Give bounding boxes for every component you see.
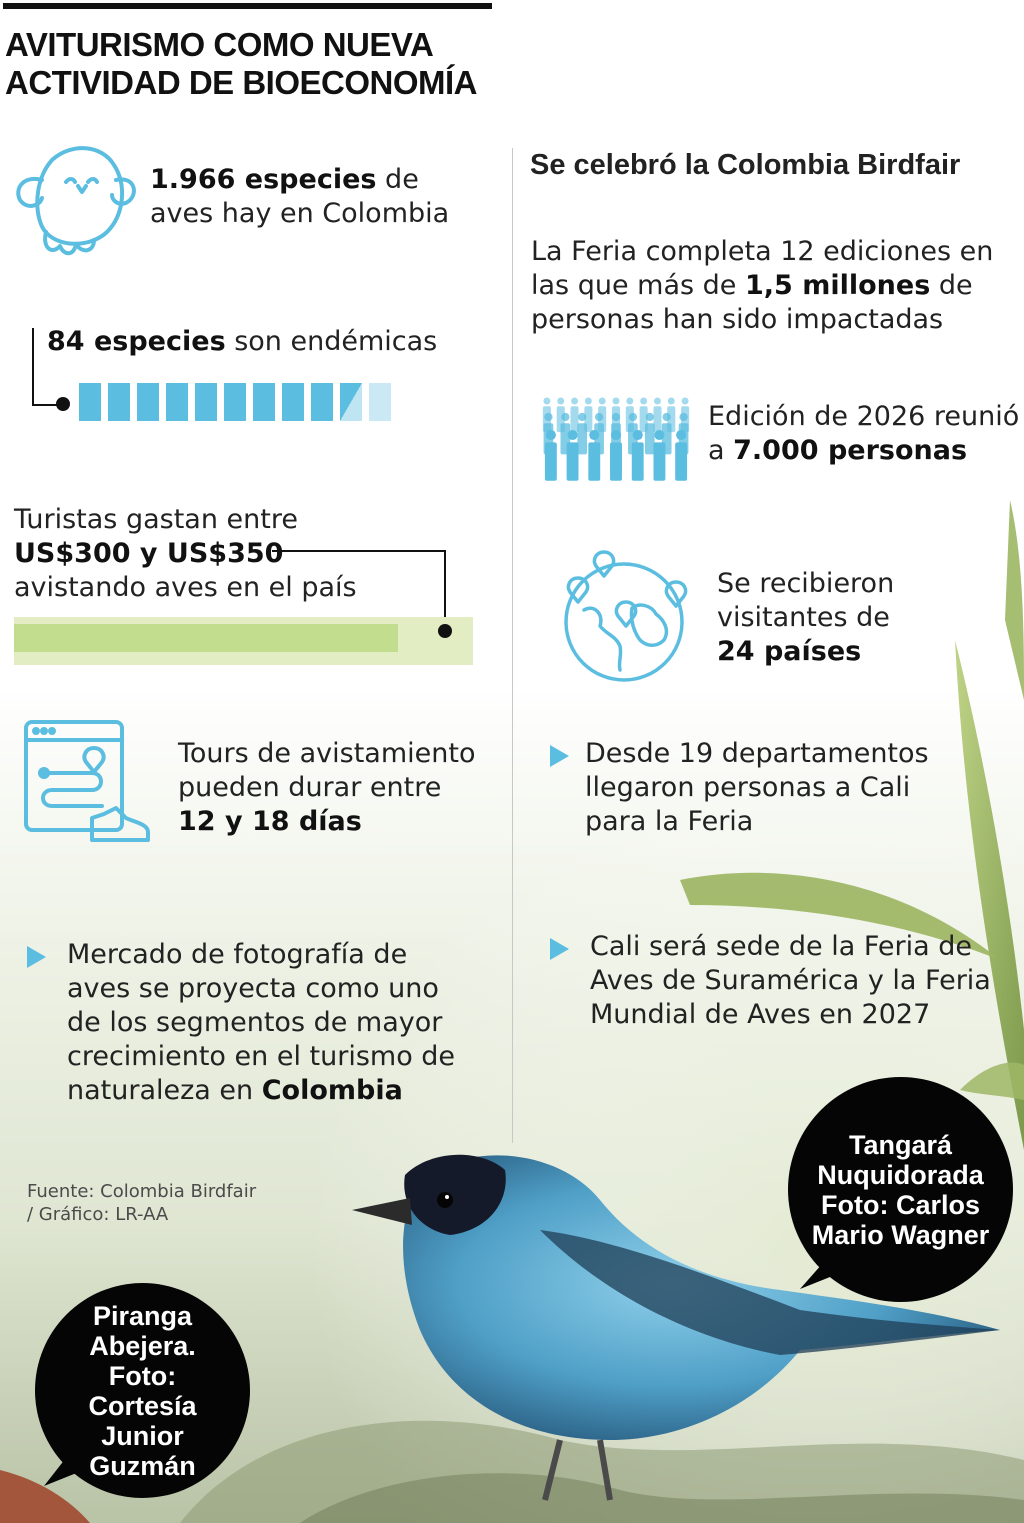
cali-host-fairs: Cali será sede de la Feria de Aves de Suramérica y la Feria Mundial de Aves en 2027 (590, 931, 991, 1030)
tour-duration: Tours de avistamiento pueden durar entre 12 y 18 días (178, 738, 476, 837)
tourist-spend: Turistas gastan entre US$300 y US$350 avistando aves en el país (14, 504, 357, 603)
bullet-arrow-icon (550, 938, 569, 960)
person-figure (653, 430, 665, 481)
person-figure (645, 413, 655, 455)
endemic-bar (195, 383, 217, 421)
person-figure (577, 413, 587, 455)
endemic-bar (166, 383, 188, 421)
visitor-countries: Se recibieron visitantes de 24 países (717, 568, 895, 667)
bird-icon (12, 140, 140, 260)
departments-arrivals: Desde 19 departamentos llegaron personas a Cali para la Feria (585, 738, 929, 837)
endemic-bar (137, 383, 159, 421)
endemic-species: 84 especies son endémicas (47, 326, 438, 357)
person-figure (588, 430, 600, 481)
endemic-bar (224, 383, 246, 421)
person-figure (632, 430, 644, 481)
photo-caption-piranga: Piranga Abejera. Foto: Cortesía Junior Guzmán (35, 1283, 250, 1498)
endemic-bar (282, 383, 304, 421)
bullet-arrow-icon (550, 745, 569, 767)
birdfair-heading: Se celebró la Colombia Birdfair (530, 149, 961, 181)
spend-bar-fill (14, 624, 398, 652)
spend-dot (438, 624, 452, 638)
endemic-bar (108, 383, 130, 421)
photo-caption-tangara: Tangará Nuquidorada Foto: Carlos Mario Wagner (788, 1077, 1013, 1302)
source-credit: Fuente: Colombia Birdfair / Gráfico: LR-AA (27, 1181, 257, 1225)
attendance-2026: Edición de 2026 reunió a 7.000 personas (708, 401, 1020, 466)
species-count: 1.966 especies de aves hay en Colombia (150, 164, 450, 229)
person-figure (571, 398, 579, 433)
endemic-dot (56, 397, 70, 411)
person-figure (653, 398, 661, 433)
column-divider (512, 148, 513, 1143)
bullet-arrow-icon (27, 946, 46, 968)
endemic-bar-chart (79, 383, 391, 421)
birdfair-editions: La Feria completa 12 ediciones en las que más de 1,5 millones de personas han sido impactadas (531, 236, 994, 335)
endemic-bar (340, 383, 362, 421)
top-rule (3, 3, 492, 9)
endemic-bar (311, 383, 333, 421)
photography-market: Mercado de fotografía de aves se proyecta como uno de los segmentos de mayor crecimiento en el turismo de naturaleza en Colombia (67, 939, 456, 1106)
person-figure (545, 430, 557, 481)
endemic-bar (253, 383, 275, 421)
infographic-title: AVITURISMO COMO NUEVA ACTIVIDAD DE BIOECONOMÍA (5, 26, 478, 101)
person-figure (567, 430, 579, 481)
crowd-icon (540, 393, 692, 491)
person-figure (610, 430, 622, 481)
endemic-bar (79, 383, 101, 421)
globe-pins-icon (560, 548, 690, 684)
endemic-bar (369, 383, 391, 421)
route-map-icon (22, 718, 152, 844)
person-figure (675, 430, 687, 481)
